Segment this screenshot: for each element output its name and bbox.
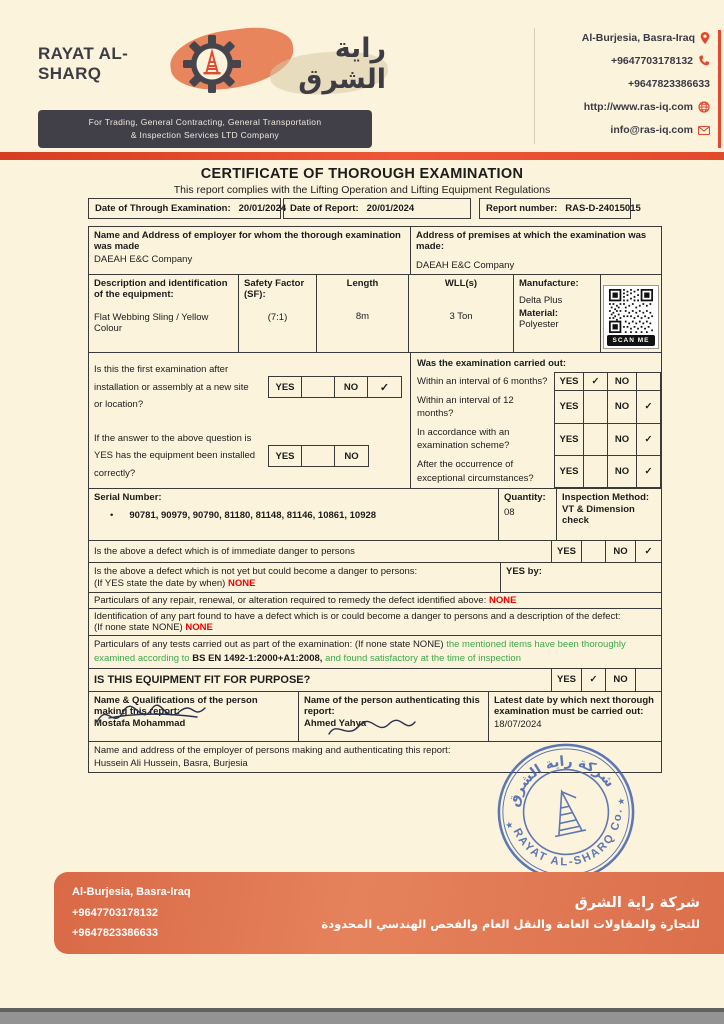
stamp-text-ar: شركة راية الشرق bbox=[505, 753, 618, 809]
tests-standard: BS EN 1492-1:2000+A1:2008, bbox=[192, 653, 323, 665]
no-cell: NO bbox=[335, 377, 368, 397]
contact-list bbox=[520, 32, 710, 136]
contact-email bbox=[520, 124, 710, 136]
no-cell: NO bbox=[608, 373, 637, 391]
interval-12-row bbox=[411, 391, 661, 423]
yes-cell: YES bbox=[555, 423, 584, 455]
questions-right bbox=[411, 353, 661, 488]
stamp-derrick-icon bbox=[546, 788, 586, 836]
footer-arabic-block bbox=[321, 895, 700, 931]
yes-cell: YES bbox=[555, 373, 584, 391]
report-date-box bbox=[283, 198, 471, 219]
inspection-method-value: VT & Dimension check bbox=[562, 504, 635, 527]
yes-check-cell bbox=[302, 446, 335, 466]
immediate-danger-question: Is the above a defect which is of immediate danger to persons bbox=[94, 546, 355, 558]
material-label: Material: bbox=[519, 308, 559, 319]
contact-email-text: info@ras-iq.com bbox=[610, 124, 693, 136]
contact-address-text: Al-Burjesia, Basra-Iraq bbox=[581, 32, 695, 44]
exam-carried-header: Was the examination carried out: bbox=[417, 358, 567, 369]
questions-left bbox=[89, 353, 411, 488]
auth-label: Name of the person authenticating this report: bbox=[304, 694, 480, 717]
company-name-en: RAYAT AL-SHARQ bbox=[38, 44, 129, 83]
stamp-star-left: ★ bbox=[504, 820, 515, 832]
persons-value: Hussein Ali Hussein, Basra, Burjesia bbox=[94, 757, 248, 769]
qr-pattern bbox=[609, 289, 653, 333]
certificate-subtitle: This report complies with the Lifting Operation and Lifting Equipment Regulations bbox=[173, 184, 551, 196]
immediate-danger-row bbox=[89, 541, 661, 563]
svg-text:شركة راية الشرق bbox=[498, 743, 619, 812]
future-danger-question bbox=[89, 563, 501, 592]
report-number-box bbox=[479, 198, 641, 219]
yes-cell: YES bbox=[269, 446, 302, 466]
yes-check-cell bbox=[584, 456, 608, 488]
first-exam-question-text: Is this the first examination after installation or assembly at a new site or location? bbox=[94, 364, 249, 411]
scheme-row bbox=[411, 423, 661, 455]
length-label: Length bbox=[346, 278, 379, 289]
no-cell: NO bbox=[605, 669, 635, 691]
stamp-star-right: ★ bbox=[616, 796, 627, 808]
wll-label: WLL(s) bbox=[444, 278, 478, 289]
contact-address bbox=[520, 32, 710, 44]
meta-row bbox=[88, 198, 641, 219]
no-check-cell: ✓ bbox=[635, 541, 661, 562]
exam-carried-table bbox=[411, 372, 661, 488]
globe-icon bbox=[698, 101, 710, 113]
no-cell: NO bbox=[605, 541, 635, 562]
yes-check-cell bbox=[584, 423, 608, 455]
safety-factor-value: (7:1) bbox=[267, 312, 288, 323]
yes-check-cell: ✓ bbox=[581, 669, 605, 691]
inspection-method-cell bbox=[557, 489, 661, 540]
quantity-cell bbox=[499, 489, 557, 540]
premises-value: DAEAH E&C Company bbox=[416, 260, 515, 271]
manufacture-value: Delta Plus bbox=[519, 295, 563, 306]
footer-phone-1: +9647703178132 bbox=[72, 906, 158, 919]
wll-cell bbox=[409, 275, 514, 352]
no-check-cell bbox=[637, 373, 661, 391]
identification-row bbox=[89, 609, 661, 636]
tagline-banner bbox=[38, 110, 372, 148]
contact-website-text: http://www.ras-iq.com bbox=[583, 101, 693, 113]
future-danger-text: Is the above a defect which is not yet but could become a danger to persons: bbox=[94, 566, 418, 578]
exceptional-question: After the occurrence of exceptional circumstances? bbox=[417, 459, 534, 484]
gear-oilrig-logo-icon bbox=[183, 35, 241, 93]
footer-company-ar: شركة راية الشرق bbox=[574, 895, 700, 911]
installed-question bbox=[94, 430, 406, 483]
installed-answer-boxes bbox=[268, 445, 369, 467]
safety-factor-label: Safety Factor (SF): bbox=[244, 278, 305, 300]
fit-row bbox=[89, 669, 661, 692]
exceptional-row bbox=[411, 456, 661, 488]
interval-6-row bbox=[411, 373, 661, 391]
contact-phone-secondary bbox=[520, 78, 710, 90]
no-cell: NO bbox=[344, 450, 359, 462]
yes-cell: YES bbox=[555, 456, 584, 488]
maker-label: Name & Qualifications of the person making this report: bbox=[94, 694, 258, 717]
next-exam-date: 18/07/2024 bbox=[494, 718, 542, 730]
length-cell bbox=[317, 275, 409, 352]
serial-values: 90781, 90979, 90790, 81180, 81148, 81146, 10861, 10928 bbox=[129, 510, 377, 522]
quantity-value: 08 bbox=[504, 507, 515, 519]
maker-cell bbox=[89, 692, 299, 741]
yes-by-cell: YES by: bbox=[506, 566, 542, 578]
report-date-label: Date of Report: bbox=[290, 203, 359, 214]
auth-signature bbox=[325, 716, 421, 742]
report-number-value: RAS-D-24015015 bbox=[565, 203, 641, 214]
serial-row bbox=[89, 489, 661, 541]
yes-check-cell bbox=[584, 391, 608, 423]
premises-label: Address of premises at which the examination was made: bbox=[416, 230, 647, 252]
interval-6-question: Within an interval of 6 months? bbox=[417, 375, 548, 387]
bullet: • bbox=[110, 510, 114, 522]
length-value: 8m bbox=[355, 311, 370, 322]
repair-question: Particulars of any repair, renewal, or alteration required to remedy the defect identified above: bbox=[94, 595, 487, 607]
qr-cell bbox=[601, 275, 661, 352]
no-cell: NO bbox=[608, 456, 637, 488]
yes-cell: YES bbox=[551, 669, 581, 691]
phone-icon bbox=[698, 55, 710, 67]
qr-code bbox=[603, 285, 660, 349]
maker-signature bbox=[93, 698, 213, 734]
future-danger-row bbox=[89, 563, 661, 593]
footer-tagline-ar: للتجارة والمقاولات العامة والنقل العام والفحص الهندسي المحدودة bbox=[321, 917, 700, 931]
yes-check-cell bbox=[302, 377, 335, 397]
location-pin-icon bbox=[700, 32, 710, 44]
equipment-description-value: Flat Webbing Sling / Yellow Colour bbox=[94, 312, 209, 334]
repair-none: NONE bbox=[489, 595, 517, 607]
serial-label: Serial Number: bbox=[94, 492, 162, 504]
auth-cell bbox=[299, 692, 489, 741]
tests-row bbox=[89, 636, 661, 669]
employer-name-label: Name and Address of employer for whom the thorough examination was made bbox=[94, 230, 401, 252]
no-check-cell: ✓ bbox=[379, 381, 390, 394]
exam-date-value: 20/01/2024 bbox=[238, 203, 287, 214]
exam-date-box bbox=[88, 198, 287, 219]
future-danger-note: (If YES state the date by when) bbox=[94, 578, 226, 590]
no-check-cell bbox=[635, 669, 661, 691]
no-check-cell: ✓ bbox=[637, 391, 661, 423]
no-cell: NO bbox=[608, 423, 637, 455]
equipment-description-label: Description and identification of the equipment: bbox=[94, 278, 228, 300]
yes-cell: YES bbox=[269, 377, 302, 397]
manufacture-cell bbox=[514, 275, 601, 352]
premises-cell bbox=[411, 227, 661, 274]
tests-finding-1: the mentioned items have been thoroughly examined according to bbox=[94, 639, 626, 665]
contact-phone-secondary-text: +9647823386633 bbox=[627, 78, 710, 90]
email-icon bbox=[698, 126, 710, 135]
employer-name-cell bbox=[89, 227, 411, 274]
future-danger-none: NONE bbox=[227, 578, 256, 590]
footer-phone-2: +9647823386633 bbox=[72, 927, 158, 940]
manufacture-label: Manufacture: bbox=[519, 278, 579, 289]
tagline-line-2: & Inspection Services LTD Company bbox=[130, 130, 280, 141]
serial-numbers bbox=[89, 489, 499, 540]
no-check-cell: ✓ bbox=[637, 423, 661, 455]
first-exam-question bbox=[94, 361, 406, 414]
identification-none: NONE bbox=[185, 622, 213, 634]
safety-factor-cell bbox=[239, 275, 317, 352]
report-number-label: Report number: bbox=[486, 203, 558, 214]
stamp-text-en: RAYAT AL-SHARQ Co. bbox=[510, 807, 625, 869]
footer-address: Al-Burjesia, Basra-Iraq bbox=[72, 885, 191, 898]
contact-phone-primary bbox=[520, 55, 710, 67]
identification-question: Identification of any part found to have a defect which is or could become a danger to persons and a description of the defect: bbox=[94, 611, 621, 623]
installed-question-text: If the answer to the above question is YES has the equipment been installed correctly? bbox=[94, 432, 256, 479]
persons-label: Name and address of the employer of persons making and authenticating this report: bbox=[94, 744, 451, 756]
certificate-title: CERTIFICATE OF THOROUGH EXAMINATION bbox=[200, 166, 524, 182]
scan-edge-strip bbox=[0, 1008, 724, 1024]
yes-check-cell bbox=[581, 541, 605, 562]
contact-website bbox=[520, 101, 710, 113]
next-exam-label: Latest date by which next thorough examination must be carried out: bbox=[494, 694, 654, 717]
yes-cell: YES bbox=[551, 541, 581, 562]
tagline-line-1: For Trading, General Contracting, General Transportation bbox=[88, 117, 322, 127]
footer-banner bbox=[54, 872, 724, 954]
logo-block bbox=[38, 18, 386, 148]
equipment-row bbox=[89, 275, 661, 353]
questions-row bbox=[89, 353, 661, 489]
employer-name-value: DAEAH E&C Company bbox=[94, 254, 193, 265]
employer-row bbox=[89, 227, 661, 275]
yes-check-cell: ✓ bbox=[584, 373, 608, 391]
examination-form bbox=[88, 226, 662, 773]
yes-cell: YES bbox=[555, 391, 584, 423]
tests-prefix: Particulars of any tests carried out as part of the examination: (If none state NONE) bbox=[94, 639, 444, 651]
wll-value: 3 Ton bbox=[449, 311, 473, 322]
accent-edge-line bbox=[718, 30, 721, 148]
first-exam-answer-boxes bbox=[268, 376, 402, 398]
maker-name: Mostafa Mohammad bbox=[94, 717, 186, 729]
inspection-method-label: Inspection Method: bbox=[562, 492, 650, 504]
interval-12-question: Within an interval of 12 months? bbox=[417, 394, 514, 419]
fit-question: IS THIS EQUIPMENT FIT FOR PURPOSE? bbox=[94, 673, 311, 686]
material-value: Polyester bbox=[519, 319, 559, 330]
accent-stripe bbox=[0, 152, 724, 160]
scan-me-label: SCAN ME bbox=[607, 335, 656, 346]
no-check-cell: ✓ bbox=[637, 456, 661, 488]
tests-finding-2: and found satisfactory at the time of inspection bbox=[325, 653, 521, 665]
company-name-ar: راية الشرق bbox=[298, 33, 386, 95]
identification-note: (If none state NONE) bbox=[94, 622, 183, 634]
contact-phone-primary-text: +9647703178132 bbox=[610, 55, 693, 67]
report-date-value: 20/01/2024 bbox=[366, 203, 415, 214]
repair-row bbox=[89, 593, 661, 609]
exam-date-label: Date of Through Examination: bbox=[95, 203, 231, 214]
no-cell: NO bbox=[608, 391, 637, 423]
scheme-question: In accordance with an examination scheme? bbox=[417, 427, 510, 452]
equipment-description-cell bbox=[89, 275, 239, 352]
footer-contact-block bbox=[72, 882, 191, 945]
auth-name: Ahmed Yahya bbox=[304, 717, 367, 729]
quantity-label: Quantity: bbox=[504, 492, 546, 504]
